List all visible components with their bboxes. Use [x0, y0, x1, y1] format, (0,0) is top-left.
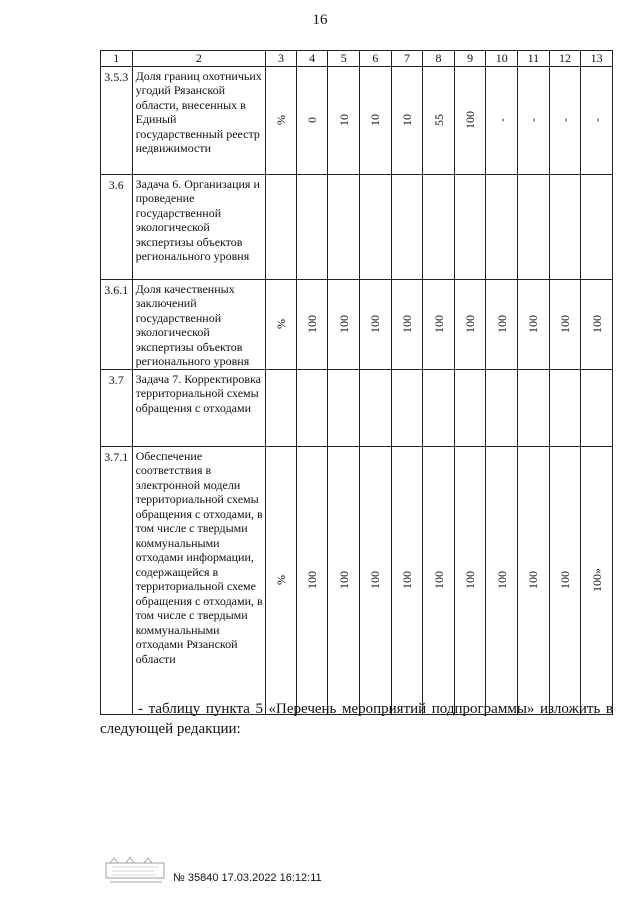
unit-cell: % — [266, 279, 297, 369]
header-cell: 9 — [454, 51, 486, 67]
value-cell — [549, 369, 581, 446]
value-cell — [518, 369, 550, 446]
unit-cell — [266, 174, 297, 279]
unit-cell: % — [266, 66, 297, 174]
value-cell — [391, 369, 423, 446]
row-number: 3.7.1 — [101, 446, 133, 714]
row-description: Задача 7. Корректировка территориальной схемы обращения с отходами — [132, 369, 266, 446]
table-row — [101, 369, 613, 446]
value-cell — [328, 174, 360, 279]
value-cell: 100 — [454, 279, 486, 369]
value-cell: 10 — [360, 66, 392, 174]
value-cell — [549, 174, 581, 279]
value-cell: 10 — [328, 66, 360, 174]
value-cell — [518, 174, 550, 279]
value-cell: 100 — [518, 446, 550, 714]
value-cell: 55 — [423, 66, 455, 174]
header-cell: 1 — [101, 51, 133, 67]
header-cell: 2 — [132, 51, 266, 67]
value-cell: 100 — [581, 279, 613, 369]
row-description: Обеспечение соответствия в электронной модели территориальной схемы обращения с отходами, в том числе с твердыми коммунальными отходами информации, содержащейся в территориальной схеме обращения с отходами, в том числе с твердыми коммунальными отходами Рязанской области — [132, 446, 266, 714]
value-cell: - — [518, 66, 550, 174]
value-cell: 100 — [423, 279, 455, 369]
indicators-table — [100, 50, 613, 715]
header-cell: 11 — [518, 51, 550, 67]
page-number: 16 — [312, 12, 328, 28]
value-cell: 100 — [391, 446, 423, 714]
table-row — [101, 174, 613, 279]
value-cell: 0 — [296, 66, 328, 174]
document-registration: № 35840 17.03.2022 16:12:11 — [173, 872, 322, 884]
value-cell: 100 — [328, 279, 360, 369]
value-cell: 100 — [549, 446, 581, 714]
value-cell — [454, 174, 486, 279]
table-row — [101, 66, 613, 174]
row-number: 3.6 — [101, 174, 133, 279]
table-header-row — [101, 51, 613, 67]
value-cell: - — [486, 66, 518, 174]
header-cell: 3 — [266, 51, 297, 67]
header-cell: 6 — [360, 51, 392, 67]
row-description: Доля качественных заключений государственной экологической экспертизы объектов регионального уровня — [132, 279, 266, 369]
row-description: Доля границ охотничьих угодий Рязанской области, внесенных в Единый государственный реестр недвижимости — [132, 66, 266, 174]
value-cell: 100 — [296, 279, 328, 369]
value-cell — [486, 369, 518, 446]
header-cell: 5 — [328, 51, 360, 67]
value-cell: 100 — [486, 279, 518, 369]
row-number: 3.7 — [101, 369, 133, 446]
body-paragraph: - таблицу пункта 5 «Перечень мероприятий подпрограммы» изложить в следующей редакции: — [100, 701, 613, 737]
value-cell — [423, 174, 455, 279]
value-cell: 100 — [360, 446, 392, 714]
unit-cell — [266, 369, 297, 446]
value-cell — [581, 369, 613, 446]
value-cell: 100 — [423, 446, 455, 714]
value-cell: - — [581, 66, 613, 174]
value-cell — [296, 369, 328, 446]
header-cell: 13 — [581, 51, 613, 67]
value-cell — [296, 174, 328, 279]
value-cell: 100 — [518, 279, 550, 369]
value-cell: 100» — [581, 446, 613, 714]
value-cell: 100 — [486, 446, 518, 714]
row-description: Задача 6. Организация и проведение государственной экологической экспертизы объектов регионального уровня — [132, 174, 266, 279]
unit-cell: % — [266, 446, 297, 714]
header-cell: 8 — [423, 51, 455, 67]
table-row — [101, 279, 613, 369]
header-cell: 12 — [549, 51, 581, 67]
value-cell — [360, 369, 392, 446]
row-number: 3.5.3 — [101, 66, 133, 174]
value-cell: 100 — [454, 446, 486, 714]
value-cell: 100 — [549, 279, 581, 369]
header-cell: 7 — [391, 51, 423, 67]
value-cell — [328, 369, 360, 446]
value-cell — [454, 369, 486, 446]
value-cell — [423, 369, 455, 446]
value-cell: 100 — [296, 446, 328, 714]
value-cell: 100 — [360, 279, 392, 369]
value-cell — [581, 174, 613, 279]
value-cell — [360, 174, 392, 279]
value-cell — [486, 174, 518, 279]
header-cell: 10 — [486, 51, 518, 67]
value-cell: 100 — [328, 446, 360, 714]
value-cell: 10 — [391, 66, 423, 174]
value-cell: 100 — [391, 279, 423, 369]
header-cell: 4 — [296, 51, 328, 67]
value-cell — [391, 174, 423, 279]
value-cell: 100 — [454, 66, 486, 174]
registry-stamp-icon — [104, 855, 166, 885]
row-number: 3.6.1 — [101, 279, 133, 369]
table-row — [101, 446, 613, 714]
value-cell: - — [549, 66, 581, 174]
